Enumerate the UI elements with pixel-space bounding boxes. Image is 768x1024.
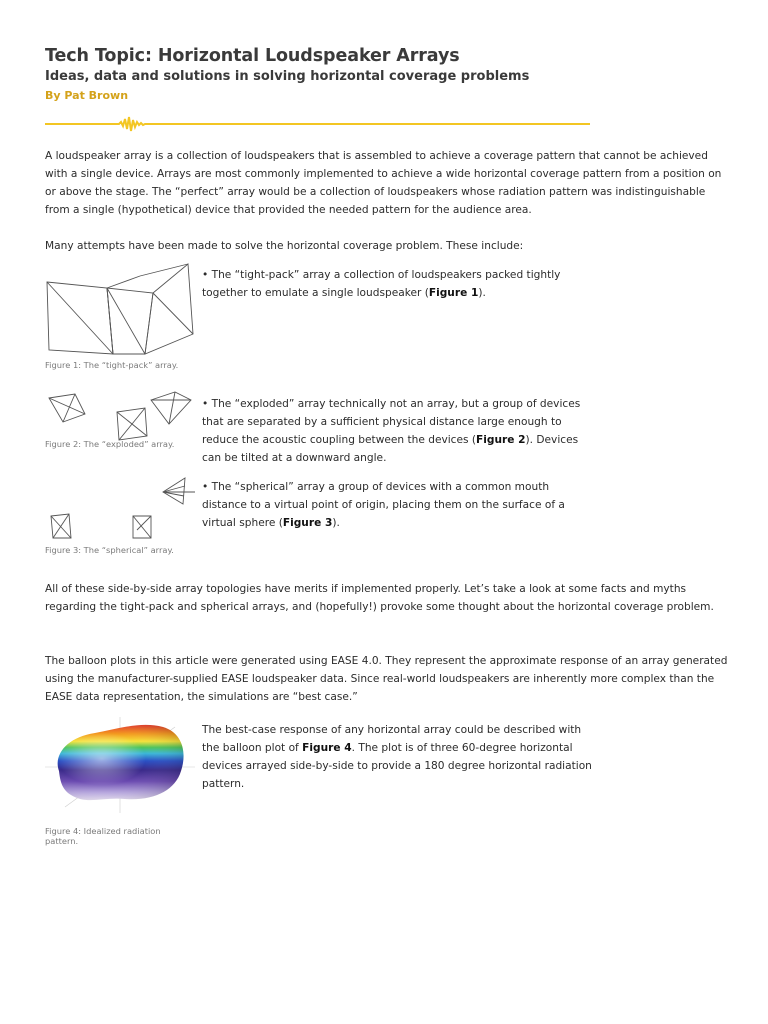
figure-2-exploded-drawing bbox=[45, 390, 195, 442]
bullet-tight-pack-text: • The “tight-pack” array a collection of loudspeakers packed tightly together to emulate a single loudspeaker ( bbox=[202, 269, 561, 299]
figure-4-balloon-plot bbox=[45, 715, 195, 815]
figure-2-reference: Figure 2 bbox=[476, 434, 526, 446]
figure-3-reference: Figure 3 bbox=[282, 517, 333, 529]
bullet-exploded bbox=[202, 395, 592, 467]
figure-4-reference: Figure 4 bbox=[302, 742, 352, 754]
figure-4-caption: Figure 4: Idealized radiation pattern. bbox=[45, 826, 161, 846]
bullet-tight-pack-end: ). bbox=[478, 287, 486, 299]
figure-2-caption: Figure 2: The “exploded” array. bbox=[45, 439, 175, 449]
article-subtitle: Ideas, data and solutions in solving horizontal coverage problems bbox=[45, 69, 530, 84]
intro-paragraph: A loudspeaker array is a collection of loudspeakers that is assembled to achieve a coverage pattern that cannot be achieved with a single device. Arrays are most commonly implemented to achieve a wide horizontal coverage pattern from a position on or above the stage. The “perfect” array would be a collection of loudspeakers whose radiation pattern was indistinguishable from a single (hypothetical) device that provided the needed pattern for the audience area. bbox=[45, 150, 722, 216]
attempts-paragraph: Many attempts have been made to solve the horizontal coverage problem. These include: bbox=[45, 240, 524, 252]
topologies-paragraph: All of these side-by-side array topologies have merits if implemented properly. Let’s take a look at some facts and myths regarding the tight-pack and spherical arrays, and (hopefully!) provoke some thought about the horizontal coverage problem. bbox=[45, 583, 714, 613]
author-byline: By Pat Brown bbox=[45, 89, 129, 102]
bullet-exploded-end: ). Devices can be tilted at a downward angle. bbox=[202, 434, 579, 464]
bullet-exploded-text: • The “exploded” array technically not an array, but a group of devices that are separated by a sufficient physical distance large enough to reduce the acoustic coupling between the devices ( bbox=[202, 398, 581, 446]
bullet-spherical-end: ). bbox=[332, 517, 340, 529]
bullet-tight-pack bbox=[202, 266, 592, 302]
figure-1-tight-pack-drawing bbox=[45, 262, 195, 362]
bullet-spherical bbox=[202, 478, 592, 532]
waveform-divider bbox=[45, 113, 590, 135]
figure-3-caption: Figure 3: The “spherical” array. bbox=[45, 545, 174, 555]
best-case-paragraph bbox=[202, 721, 592, 793]
article-title: Tech Topic: Horizontal Loudspeaker Arrays bbox=[45, 46, 460, 66]
best-case-end: . The plot is of three 60-degree horizontal devices arrayed side-by-side to provide a 180 degree horizontal radiation pattern. bbox=[202, 742, 592, 790]
best-case-text: The best-case response of any horizontal array could be described with the balloon plot of bbox=[202, 724, 582, 754]
bullet-spherical-text: • The “spherical” array a group of devices with a common mouth distance to a virtual point of origin, placing them on the surface of a virtual sphere ( bbox=[202, 481, 565, 529]
figure-1-caption: Figure 1: The “tight-pack” array. bbox=[45, 360, 179, 370]
figure-3-spherical-drawing bbox=[45, 472, 195, 544]
balloon-plots-paragraph: The balloon plots in this article were generated using EASE 4.0. They represent the approximate response of an array generated using the manufacturer-supplied EASE loudspeaker data. Since real-world loudspeakers are inherently more complex than the EASE data representation, the simulations are “best case.” bbox=[45, 655, 728, 703]
figure-1-reference: Figure 1 bbox=[428, 287, 479, 299]
